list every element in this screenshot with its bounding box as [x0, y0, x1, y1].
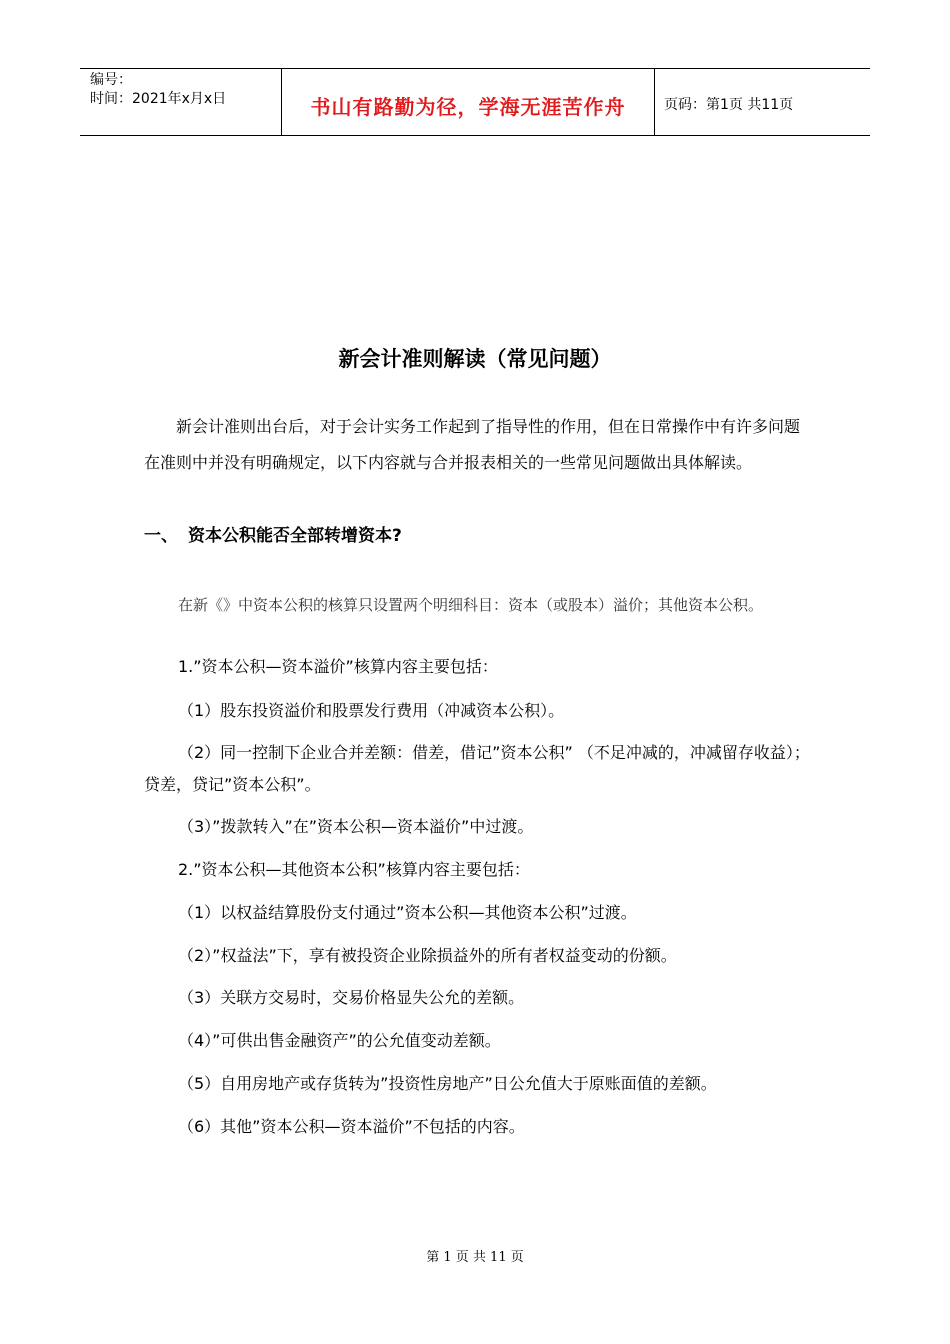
header-number-label: 编号： — [90, 72, 132, 88]
section-paragraph: 在新《》中资本公积的核算只设置两个明细科目：资本（或股本）溢价；其他资本公积。 — [178, 596, 764, 614]
header-meta — [90, 71, 226, 109]
list-item: 2.”资本公积—其他资本公积”核算内容主要包括： — [178, 860, 530, 879]
list-item: （3）关联方交易时，交易价格显失公允的差额。 — [178, 988, 525, 1007]
list-item: （6）其他”资本公积—资本溢价”不包括的内容。 — [178, 1117, 525, 1136]
header-table — [80, 68, 870, 136]
section-heading-text: 资本公积能否全部转增资本? — [188, 526, 402, 546]
intro-paragraph: 新会计准则出台后，对于会计实务工作起到了指导性的作用，但在日常操作中有许多问题在准则中并没有明确规定，以下内容就与合并报表相关的一些常见问题做出具体解读。 — [144, 417, 801, 472]
list-item: （3）”拨款转入”在”资本公积—资本溢价”中过渡。 — [178, 817, 534, 836]
list-item: （4）”可供出售金融资产”的公允值变动差额。 — [178, 1031, 501, 1050]
list-item: （2）同一控制下企业合并差额：借差，借记”资本公积” （不足冲减的，冲减留存收益）；贷差，贷记”资本公积”。 — [144, 743, 810, 794]
header-time-label: 时间：2021年x月x日 — [90, 91, 227, 107]
section-number: 一、 — [144, 526, 178, 546]
list-item: 1.”资本公积—资本溢价”核算内容主要包括： — [178, 657, 498, 676]
document-title: 新会计准则解读（常见问题） — [338, 347, 612, 371]
list-item: （1）以权益结算股份支付通过”资本公积—其他资本公积”过渡。 — [178, 903, 637, 922]
list-item: （2）”权益法”下，享有被投资企业除损益外的所有者权益变动的份额。 — [178, 946, 677, 965]
page-footer: 第 1 页 共 11 页 — [426, 1250, 524, 1265]
list-item: （5）自用房地产或存货转为”投资性房地产”日公允值大于原账面值的差额。 — [178, 1074, 717, 1093]
header-motto: 书山有路勤为径，学海无涯苦作舟 — [310, 95, 626, 119]
header-page-info: 页码：第1页 共11页 — [664, 97, 794, 113]
header-divider — [654, 69, 655, 135]
section-heading — [144, 521, 402, 546]
list-item: （1）股东投资溢价和股票发行费用（冲减资本公积）。 — [178, 701, 565, 720]
